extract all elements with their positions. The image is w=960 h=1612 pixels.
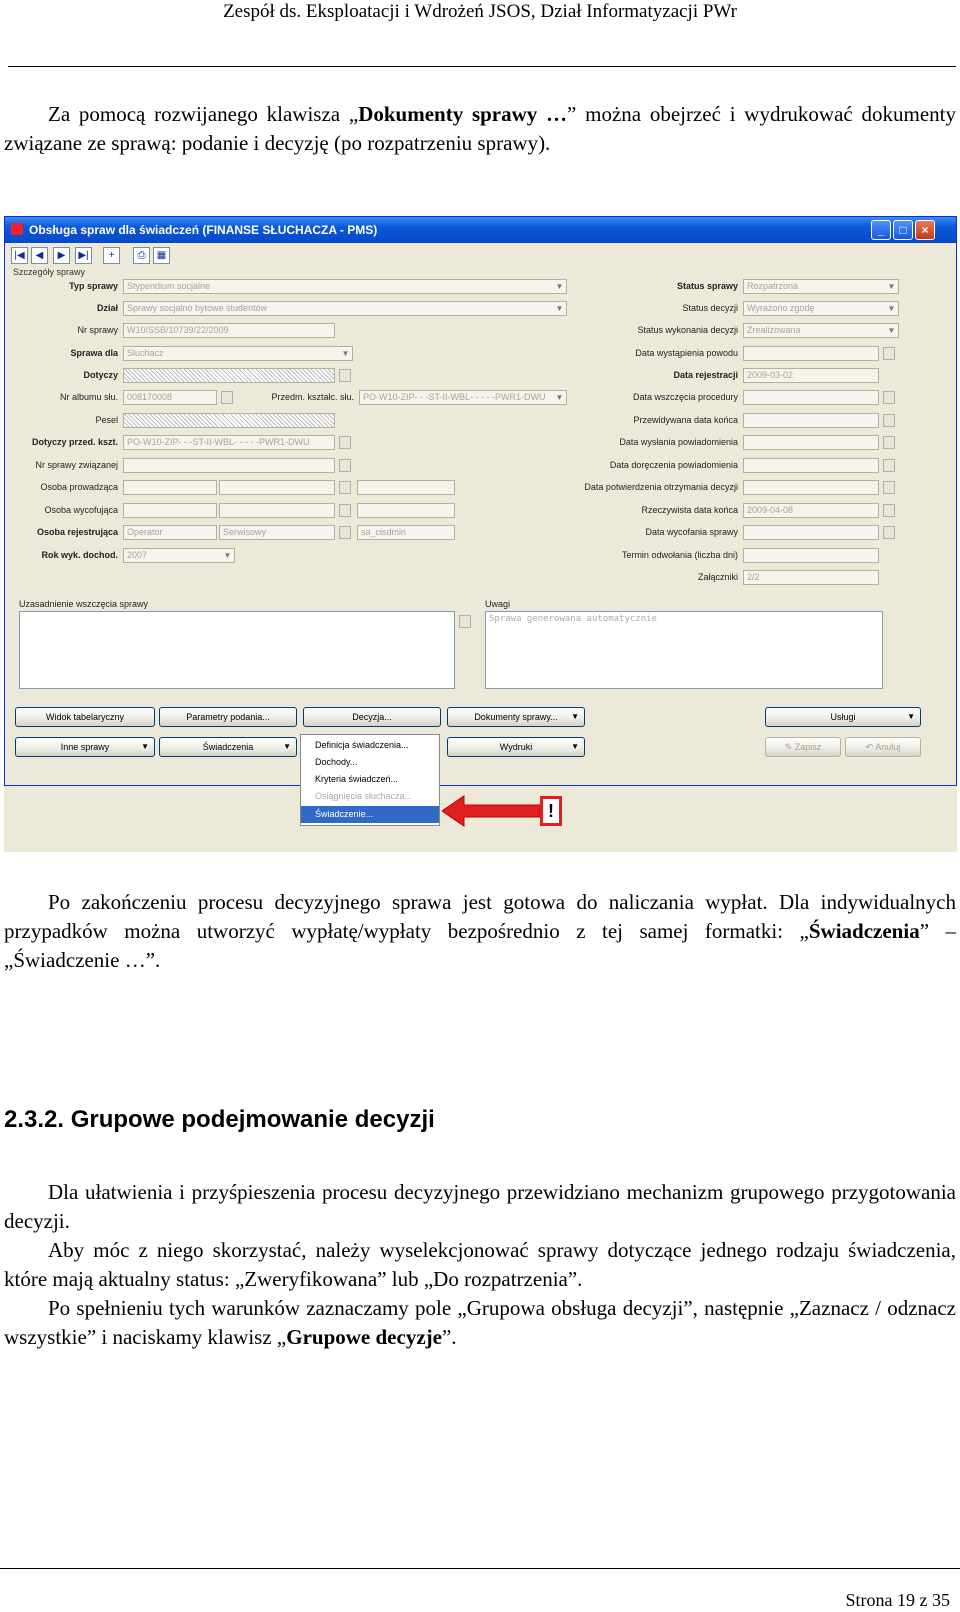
chevron-down-icon: ▼	[887, 304, 896, 313]
pesel-label: Pesel	[95, 415, 118, 425]
calendar-icon[interactable]	[883, 391, 895, 404]
status-sprawy-value: Rozpatrzona	[747, 281, 799, 291]
osoba-wycofujaca-surname[interactable]	[219, 503, 335, 518]
dotyczy-field[interactable]	[123, 368, 335, 383]
osoba-rejestrujaca-label: Osoba rejestrująca	[36, 527, 118, 537]
zapisz-label: Zapisz	[794, 742, 822, 752]
close-button[interactable]: ×	[915, 220, 935, 240]
uzasadnienie-edit-button[interactable]	[459, 615, 471, 628]
menu-item-swiadczenie[interactable]: Świadczenie...	[301, 806, 439, 823]
termin-odwolania-field[interactable]	[743, 548, 879, 563]
typ-sprawy-field[interactable]	[123, 279, 567, 294]
dzial-value: Sprawy socjalno bytowe studentów	[127, 303, 268, 313]
data-wycofania-label: Data wycofania sprawy	[645, 527, 738, 537]
uslugi-button[interactable]	[765, 707, 921, 727]
nr-sprawy-zwiazanej-label: Nr sprawy związanej	[35, 460, 118, 470]
title-bar	[5, 217, 956, 243]
data-potwierdzenia-label: Data potwierdzenia otrzymania decyzji	[584, 482, 738, 492]
section-title: 2.3.2. Grupowe podejmowanie decyzji	[4, 1106, 435, 1133]
ksztal-lov-button[interactable]	[339, 436, 351, 449]
zapisz-button[interactable]	[765, 737, 841, 757]
osoba-prowadzaca-name[interactable]	[123, 480, 217, 495]
menu-item-osiagniecia[interactable]: Osiągnięcia słuchacza...	[315, 791, 413, 801]
red-arrow-icon	[442, 794, 542, 828]
calendar-icon[interactable]	[883, 459, 895, 472]
data-wyslania-label: Data wysłania powiadomienia	[619, 437, 738, 447]
new-record-icon[interactable]: +	[103, 247, 120, 264]
save-icon: ✎	[784, 742, 795, 752]
status-wykonania-field[interactable]	[743, 323, 899, 338]
typ-sprawy-label: Typ sprawy	[69, 281, 118, 291]
prev-record-icon[interactable]: ◀	[31, 247, 48, 264]
intro-paragraph: Za pomocą rozwijanego klawisza „Dokumenty sprawy …” można obejrzeć i wydrukować dokumenty związane ze sprawą: podanie i decyzję (po rozpatrzeniu sprawy).	[4, 102, 956, 155]
osoba-rejestrujaca-surname[interactable]: Serwisowy	[219, 525, 335, 540]
dzial-label: Dział	[96, 303, 118, 313]
zwiazana-lov-button[interactable]	[339, 459, 351, 472]
nr-sprawy-field[interactable]: W10/SSB/10739/22/2009	[123, 323, 335, 338]
osoba-rejestrujaca-login[interactable]: sa_cisdmin	[357, 525, 455, 540]
sprawa-dla-label: Sprawa dla	[70, 348, 118, 358]
last-record-icon[interactable]: ▶|	[75, 247, 92, 264]
chevron-down-icon: ▼	[555, 304, 564, 313]
pesel-field[interactable]	[123, 413, 335, 428]
rejestrujaca-lov-button[interactable]	[339, 526, 351, 539]
status-sprawy-field[interactable]	[743, 279, 899, 294]
osoba-prowadzaca-label: Osoba prowadząca	[40, 482, 118, 492]
after-shot-paragraph: Po zakończeniu procesu decyzyjnego sprawa jest gotowa do naliczania wypłat. Dla indywidualnych przypadków można utworzyć wypłatę/wypłaty bezpośrednio z tej samej formatki: „Świadczenia” – „Świadczenie …”.	[4, 890, 956, 972]
chevron-down-icon: ▼	[141, 742, 149, 751]
paragraph-1: Dla ułatwienia i przyśpieszenia procesu decyzyjnego przewidziano mechanizm grupowego przygotowania decyzji.	[4, 1180, 956, 1233]
osoba-prowadzaca-login[interactable]	[357, 480, 455, 495]
undo-icon: ↶	[865, 742, 876, 752]
data-doreczenia-label: Data doręczenia powiadomienia	[609, 460, 738, 470]
inne-sprawy-label: Inne sprawy	[60, 742, 110, 752]
prowadzaca-lov-button[interactable]	[339, 481, 351, 494]
calendar-icon[interactable]	[883, 347, 895, 360]
menu-item-dochody[interactable]: Dochody...	[315, 757, 358, 767]
data-wycofania-field[interactable]	[743, 525, 879, 540]
chevron-down-icon: ▼	[907, 712, 915, 721]
paragraph-3: Po spełnieniu tych warunków zaznaczamy pole „Grupowa obsługa decyzji”, następnie „Zaznacz / odznacz wszystkie” i naciskamy klawisz „Grupowe decyzje”.	[4, 1296, 956, 1349]
footer-rule	[0, 1568, 960, 1569]
page-header: Zespół ds. Eksploatacji i Wdrożeń JSOS, Dział Informatyzacji PWr	[223, 1, 737, 22]
rzeczywista-data-field[interactable]: 2009-04-08	[743, 503, 879, 518]
status-wykonania-label: Status wykonania decyzji	[637, 325, 738, 335]
data-wyslania-field[interactable]	[743, 435, 879, 450]
decyzja-button[interactable]: Decyzja...	[303, 707, 441, 727]
wycofujaca-lov-button[interactable]	[339, 504, 351, 517]
osoba-wycofujaca-label: Osoba wycofująca	[44, 505, 118, 515]
app-screenshot	[4, 216, 957, 852]
data-wszczecia-field[interactable]	[743, 390, 879, 405]
uslugi-label: Usługi	[830, 712, 856, 722]
chevron-down-icon: ▼	[887, 326, 896, 335]
paragraph-2: Aby móc z niego skorzystać, należy wyselekcjonować sprawy dotyczące jednego rodzaju świadczenia, które mają aktualny status: „Zweryfikowana” lub „Do rozpatrzenia”.	[4, 1238, 956, 1291]
page-number: Strona 19 z 35	[845, 1590, 950, 1610]
chevron-down-icon: ▼	[555, 282, 564, 291]
zalaczniki-label: Załączniki	[697, 572, 738, 582]
inne-sprawy-button[interactable]	[15, 737, 155, 757]
menu-item-kryteria[interactable]: Kryteria świadczeń...	[315, 774, 399, 784]
sprawa-dla-value: Słuchacz	[127, 348, 164, 358]
anuluj-button[interactable]	[845, 737, 921, 757]
window-title: Obsługa spraw dla świadczeń (FINANSE SŁUCHACZA - PMS)	[29, 223, 378, 237]
dokumenty-sprawy-label: Dokumenty sprawy...	[474, 712, 558, 722]
data-doreczenia-field[interactable]	[743, 458, 879, 473]
wydruki-button[interactable]	[447, 737, 585, 757]
print-icon[interactable]: ⎙	[133, 247, 150, 264]
chevron-down-icon: ▼	[571, 742, 579, 751]
osoba-wycofujaca-login[interactable]	[357, 503, 455, 518]
dotyczy-lov-button[interactable]	[339, 369, 351, 382]
rok-wyk-label: Rok wyk. dochod.	[41, 550, 118, 560]
data-rejestracji-label: Data rejestracji	[673, 370, 738, 380]
uzasadnienie-label: Uzasadnienie wszczęcia sprawy	[19, 599, 149, 609]
calendar-icon[interactable]	[883, 526, 895, 539]
chevron-down-icon: ▼	[571, 712, 579, 721]
app-icon	[11, 223, 23, 235]
swiadczenia-button[interactable]	[159, 737, 297, 757]
zalaczniki-field[interactable]: 2/2	[743, 570, 879, 585]
widok-tabelaryczny-button[interactable]: Widok tabelaryczny	[15, 707, 155, 727]
osoba-prowadzaca-surname[interactable]	[219, 480, 335, 495]
nr-sprawy-zwiazanej-field[interactable]	[123, 458, 335, 473]
calendar-icon[interactable]	[883, 481, 895, 494]
chevron-down-icon: ▼	[223, 551, 232, 560]
dokumenty-sprawy-button[interactable]	[447, 707, 585, 727]
data-wystapienia-field[interactable]	[743, 346, 879, 361]
przedm-field[interactable]	[359, 390, 567, 405]
data-potwierdzenia-field[interactable]	[743, 480, 879, 495]
chevron-down-icon: ▼	[555, 393, 564, 402]
uzasadnienie-textarea[interactable]	[19, 611, 455, 689]
data-wystapienia-label: Data wystąpienia powodu	[635, 348, 738, 358]
grid-icon[interactable]: ▦	[153, 247, 170, 264]
minimize-button[interactable]: _	[871, 220, 891, 240]
swiadczenia-menu	[300, 734, 440, 826]
parametry-podania-button[interactable]: Parametry podania...	[159, 707, 297, 727]
status-wykonania-value: Zrealizowana	[747, 325, 801, 335]
dzial-field[interactable]	[123, 301, 567, 316]
przewidywana-data-label: Przewidywana data końca	[633, 415, 738, 425]
group-label: Szczegóły sprawy	[13, 267, 86, 277]
chevron-down-icon: ▼	[341, 349, 350, 358]
chevron-down-icon: ▼	[887, 282, 896, 291]
chevron-down-icon: ▼	[283, 742, 291, 751]
rzeczywista-data-label: Rzeczywista data końca	[641, 505, 738, 515]
calendar-icon[interactable]	[883, 436, 895, 449]
uwagi-label: Uwagi	[485, 599, 511, 609]
swiadczenia-label: Świadczenia	[202, 742, 254, 752]
wydruki-label: Wydruki	[499, 742, 533, 752]
status-decyzji-field[interactable]	[743, 301, 899, 316]
ksztal-field[interactable]: PO-W10-ZIP- - -ST-II-WBL- - - - -PWR1-DWU	[123, 435, 335, 450]
rok-wyk-field[interactable]	[123, 548, 235, 563]
first-record-icon[interactable]: |◀	[11, 247, 28, 264]
anuluj-label: Anuluj	[875, 742, 901, 752]
next-record-icon[interactable]: ▶	[53, 247, 70, 264]
data-rejestracji-field[interactable]: 2009-03-02	[743, 368, 879, 383]
app-window	[4, 216, 957, 786]
header-rule	[8, 66, 956, 67]
data-wszczecia-label: Data wszczęcia procedury	[632, 392, 738, 402]
nr-albumu-label: Nr albumu słu.	[59, 392, 118, 402]
osoba-wycofujaca-name[interactable]	[123, 503, 217, 518]
nr-sprawy-label: Nr sprawy	[77, 325, 118, 335]
exclamation-callout: !	[540, 796, 562, 826]
status-sprawy-label: Status sprawy	[676, 281, 738, 291]
calendar-icon[interactable]	[883, 504, 895, 517]
przewidywana-data-field[interactable]	[743, 413, 879, 428]
status-decyzji-value: Wyrażono zgodę	[747, 303, 815, 313]
osoba-rejestrujaca-name[interactable]: Operator	[123, 525, 217, 540]
uwagi-textarea[interactable]: Sprawa generowana automatycznie	[485, 611, 883, 689]
menu-item-definicja[interactable]: Definicja świadczenia...	[315, 740, 409, 750]
ksztal-label: Dotyczy przed. kszt.	[31, 437, 118, 447]
nr-albumu-field[interactable]: 008170008	[123, 390, 217, 405]
status-decyzji-label: Status decyzji	[682, 303, 738, 313]
nr-albumu-lov-button[interactable]	[221, 391, 233, 404]
termin-odwolania-label: Termin odwołania (liczba dni)	[621, 550, 738, 560]
rok-wyk-value: 2007	[127, 550, 148, 560]
typ-sprawy-value: Stypendium socjalne	[127, 281, 211, 291]
sprawa-dla-field[interactable]	[123, 346, 353, 361]
maximize-button[interactable]: □	[893, 220, 913, 240]
dotyczy-label: Dotyczy	[83, 370, 118, 380]
przedm-value: PO-W10-ZIP- - -ST-II-WBL- - - - -PWR1-DWU	[363, 392, 546, 402]
calendar-icon[interactable]	[883, 414, 895, 427]
przedm-label: Przedm. kształc. słu.	[271, 392, 354, 402]
